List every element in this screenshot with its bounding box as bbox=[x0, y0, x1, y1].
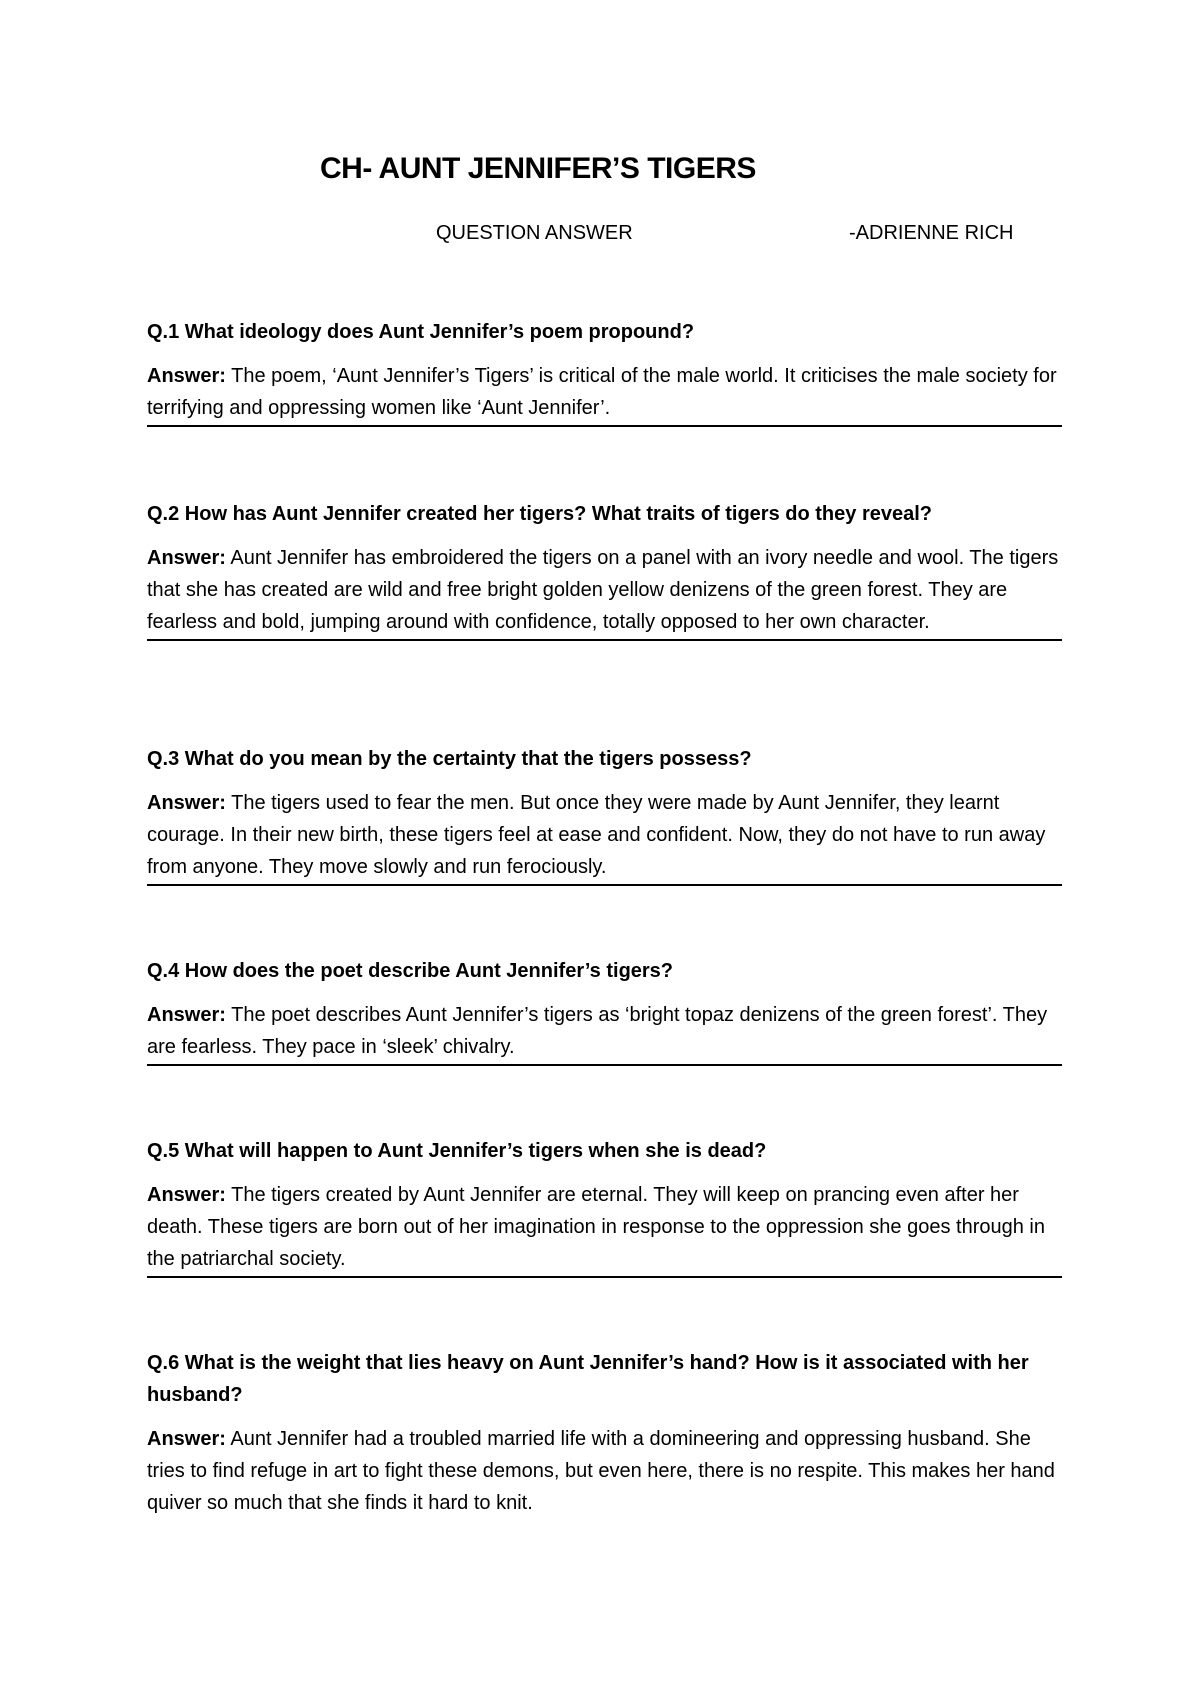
qa-block-1 bbox=[147, 316, 1062, 427]
question-5: Q.5 What will happen to Aunt Jennifer’s tigers when she is dead? bbox=[147, 1140, 767, 1162]
answer-text: The tigers created by Aunt Jennifer are eternal. They will keep on prancing even after her death. These tigers are born out of her imagination in response to the oppression she goes through in the patriarchal society. bbox=[147, 1184, 1045, 1270]
page-title: CH- AUNT JENNIFER’S TIGERS bbox=[320, 152, 756, 185]
answer-3 bbox=[147, 787, 1062, 886]
answer-label: Answer: bbox=[147, 1184, 226, 1206]
answer-text: The tigers used to fear the men. But once they were made by Aunt Jennifer, they learnt courage. In their new birth, these tigers feel at ease and confident. Now, they do not have to run away from anyone. They move slowly and run ferociously. bbox=[147, 792, 1046, 878]
answer-label: Answer: bbox=[147, 792, 226, 814]
answer-1 bbox=[147, 360, 1062, 427]
question-1: Q.1 What ideology does Aunt Jennifer’s poem propound? bbox=[147, 321, 695, 343]
answer-label: Answer: bbox=[147, 547, 226, 569]
page-subtitle: QUESTION ANSWER bbox=[436, 222, 633, 244]
answer-2 bbox=[147, 542, 1062, 641]
answer-text: The poet describes Aunt Jennifer’s tigers as ‘bright topaz denizens of the green forest’. They are fearless. They pace in ‘sleek’ chivalry. bbox=[147, 1004, 1048, 1058]
answer-text: Aunt Jennifer has embroidered the tigers on a panel with an ivory needle and wool. The tigers that she has created are wild and free bright golden yellow denizens of the green forest. They are fearless and bold, jumping around with confidence, totally opposed to her own character. bbox=[147, 547, 1059, 633]
question-4: Q.4 How does the poet describe Aunt Jennifer’s tigers? bbox=[147, 960, 674, 982]
qa-block-6 bbox=[147, 1347, 1062, 1520]
answer-text: The poem, ‘Aunt Jennifer’s Tigers’ is critical of the male world. It criticises the male society for terrifying and oppressing women like ‘Aunt Jennifer’. bbox=[147, 365, 1057, 419]
answer-4 bbox=[147, 999, 1062, 1066]
answer-6 bbox=[147, 1423, 1062, 1520]
answer-5 bbox=[147, 1179, 1062, 1278]
author-name: -ADRIENNE RICH bbox=[849, 222, 1014, 244]
qa-block-5 bbox=[147, 1135, 1062, 1278]
qa-block-3 bbox=[147, 743, 1062, 886]
answer-label: Answer: bbox=[147, 1004, 226, 1026]
answer-text: Aunt Jennifer had a troubled married life with a domineering and oppressing husband. She tries to find refuge in art to fight these demons, but even here, there is no respite. This makes her hand quiver so much that she finds it hard to knit. bbox=[147, 1428, 1055, 1514]
answer-label: Answer: bbox=[147, 365, 226, 387]
question-2: Q.2 How has Aunt Jennifer created her tigers? What traits of tigers do they reveal? bbox=[147, 503, 932, 525]
qa-block-2 bbox=[147, 498, 1062, 641]
qa-block-4 bbox=[147, 955, 1062, 1066]
question-3: Q.3 What do you mean by the certainty that the tigers possess? bbox=[147, 748, 752, 770]
answer-label: Answer: bbox=[147, 1428, 226, 1450]
question-6: Q.6 What is the weight that lies heavy on Aunt Jennifer’s hand? How is it associated with her husband? bbox=[147, 1352, 1029, 1406]
